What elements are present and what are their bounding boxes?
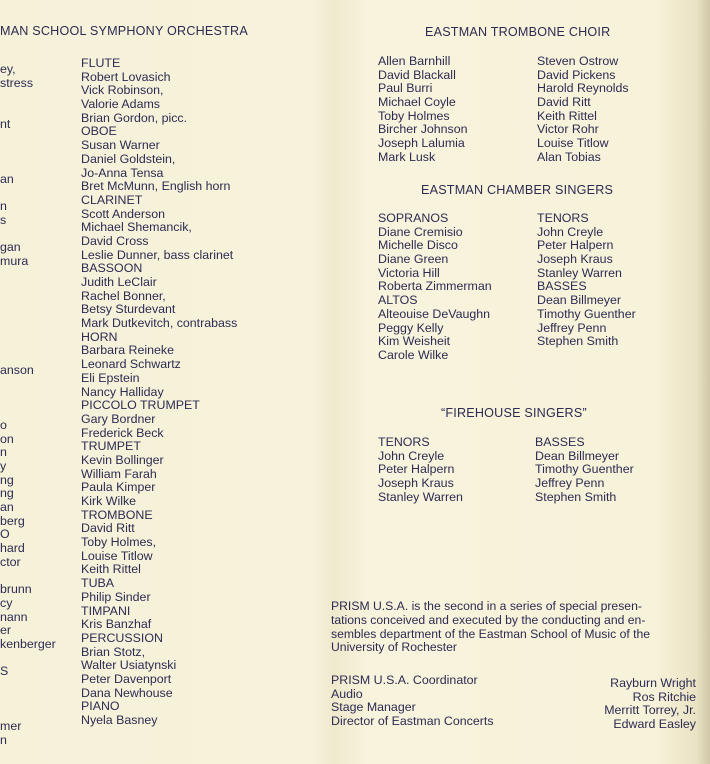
orchestra-entry: CLARINET bbox=[81, 192, 143, 207]
cut-name bbox=[0, 569, 56, 583]
chamber-singer: Timothy Guenther bbox=[537, 306, 636, 321]
orchestra-entry: Leslie Dunner, bass clarinet bbox=[81, 247, 234, 262]
chamber-singer: ALTOS bbox=[378, 293, 418, 308]
orchestra-entry: Barbara Reineke bbox=[81, 343, 174, 358]
cut-name bbox=[0, 706, 56, 720]
cut-name: n bbox=[0, 445, 7, 460]
credits-names bbox=[604, 677, 696, 732]
cut-name: ng bbox=[0, 486, 14, 501]
cut-name bbox=[0, 186, 56, 200]
orchestra-sections-column bbox=[81, 57, 237, 728]
cut-name bbox=[0, 323, 56, 337]
orchestra-entry: Walter Usiatynski bbox=[81, 658, 177, 673]
chamber-singer: Carole Wilke bbox=[378, 347, 449, 362]
orchestra-entry: PICCOLO TRUMPET bbox=[81, 398, 200, 413]
cut-name bbox=[0, 227, 56, 241]
firehouse-singers-col1 bbox=[378, 436, 463, 504]
cut-name: on bbox=[0, 431, 14, 446]
trombone-member: Steven Ostrow bbox=[537, 54, 619, 68]
cut-name: O bbox=[0, 527, 10, 542]
orchestra-entry: HORN bbox=[81, 329, 118, 344]
cut-name bbox=[0, 159, 56, 173]
cut-names-column bbox=[0, 63, 56, 747]
chamber-singer: Roberta Zimmerman bbox=[378, 279, 492, 294]
orchestra-entry: Leonard Schwartz bbox=[81, 357, 181, 372]
cut-name: S bbox=[0, 664, 9, 679]
trombone-member: Victor Rohr bbox=[537, 122, 599, 137]
trombone-choir-title: EASTMAN TROMBONE CHOIR bbox=[425, 25, 611, 39]
trombone-member: Paul Burri bbox=[378, 81, 433, 96]
credit-name: Merritt Torrey, Jr. bbox=[604, 703, 696, 718]
cut-name: mura bbox=[0, 253, 29, 268]
cut-name bbox=[0, 350, 56, 364]
trombone-member: Mark Lusk bbox=[378, 149, 436, 164]
orchestra-entry: Judith LeClair bbox=[81, 275, 157, 289]
chamber-singer: Peggy Kelly bbox=[378, 320, 444, 335]
orchestra-entry: Philip Sinder bbox=[81, 589, 151, 604]
cut-name: kenberger bbox=[0, 636, 56, 651]
prism-line: tations conceived and executed by the conducting and en- bbox=[331, 612, 646, 627]
cut-name bbox=[0, 296, 56, 310]
orchestra-entry: Nyela Basney bbox=[81, 713, 158, 727]
orchestra-entry: Keith Rittel bbox=[81, 562, 141, 577]
chamber-singer: BASSES bbox=[537, 279, 587, 294]
orchestra-entry: Scott Anderson bbox=[81, 206, 166, 221]
orchestra-entry: Rachel Bonner, bbox=[81, 288, 166, 303]
orchestra-entry: Gary Bordner bbox=[81, 411, 156, 426]
orchestra-entry: Jo-Anna Tensa bbox=[81, 165, 164, 180]
orchestra-entry: Dana Newhouse bbox=[81, 685, 173, 700]
orchestra-entry: Mark Dutkevitch, contrabass bbox=[81, 316, 238, 331]
chamber-singer: TENORS bbox=[537, 211, 589, 225]
firehouse-singer: BASSES bbox=[535, 435, 585, 449]
orchestra-entry: TRUMPET bbox=[81, 439, 141, 454]
firehouse-singer: Stephen Smith bbox=[535, 489, 617, 504]
orchestra-entry: Daniel Goldstein, bbox=[81, 151, 176, 166]
orchestra-title: MAN SCHOOL SYMPHONY ORCHESTRA bbox=[0, 24, 248, 38]
orchestra-entry: Kris Banzhaf bbox=[81, 617, 152, 632]
cut-name: gan bbox=[0, 239, 21, 254]
cut-name: y bbox=[0, 458, 7, 473]
chamber-singer: Kim Weisheit bbox=[378, 334, 451, 349]
firehouse-singer: Peter Halpern bbox=[378, 462, 455, 477]
orchestra-entry: Valorie Adams bbox=[81, 97, 160, 112]
firehouse-singer: Stanley Warren bbox=[378, 489, 463, 504]
credits-roles bbox=[331, 674, 494, 729]
trombone-member: Bircher Johnson bbox=[378, 122, 468, 137]
orchestra-entry: Paula Kimper bbox=[81, 480, 156, 495]
orchestra-entry: Michael Shemancik, bbox=[81, 220, 192, 235]
trombone-choir-col1 bbox=[378, 55, 468, 165]
prism-line: University of Rochester bbox=[331, 640, 457, 655]
chamber-singer: Peter Halpern bbox=[537, 238, 614, 253]
cut-name bbox=[0, 268, 56, 282]
trombone-member: Toby Holmes bbox=[378, 108, 450, 123]
orchestra-entry: Toby Holmes, bbox=[81, 535, 157, 550]
orchestra-entry: Susan Warner bbox=[81, 138, 160, 153]
chamber-singer: Michelle Disco bbox=[378, 238, 458, 253]
firehouse-singer: Joseph Kraus bbox=[378, 476, 454, 491]
chamber-singer: Stanley Warren bbox=[537, 265, 622, 280]
orchestra-entry: Louise Titlow bbox=[81, 548, 153, 563]
cut-name bbox=[0, 392, 56, 406]
prism-description bbox=[331, 600, 697, 655]
chamber-singer: Diane Cremisio bbox=[378, 224, 463, 239]
cut-name: nann bbox=[0, 609, 28, 624]
orchestra-entry: Eli Epstein bbox=[81, 370, 140, 385]
trombone-member: Harold Reynolds bbox=[537, 81, 629, 96]
orchestra-entry: Robert Lovasich bbox=[81, 69, 171, 84]
orchestra-entry: Peter Davenport bbox=[81, 671, 172, 686]
trombone-member: David Blackall bbox=[378, 67, 456, 82]
orchestra-entry: TROMBONE bbox=[81, 507, 153, 522]
cut-name bbox=[0, 282, 56, 296]
cut-name: er bbox=[0, 623, 12, 638]
orchestra-entry: Bret McMunn, English horn bbox=[81, 179, 231, 194]
orchestra-entry: Kirk Wilke bbox=[81, 494, 137, 508]
trombone-member: David Ritt bbox=[537, 95, 591, 110]
orchestra-entry: David Cross bbox=[81, 233, 149, 248]
cut-name: ng bbox=[0, 472, 14, 487]
chamber-singer: Alteouise DeVaughn bbox=[378, 306, 491, 321]
orchestra-entry: David Ritt bbox=[81, 521, 135, 536]
orchestra-entry: TIMPANI bbox=[81, 603, 131, 618]
cut-name bbox=[0, 90, 56, 104]
orchestra-entry: Betsy Sturdevant bbox=[81, 302, 176, 317]
cut-name: berg bbox=[0, 513, 25, 528]
firehouse-singers-col2 bbox=[535, 436, 634, 504]
chamber-singers-title: EASTMAN CHAMBER SINGERS bbox=[421, 183, 614, 197]
cut-name bbox=[0, 145, 56, 159]
cut-name: an bbox=[0, 171, 14, 186]
cut-name bbox=[0, 378, 56, 392]
cut-name bbox=[0, 309, 56, 323]
credit-name: Rayburn Wright bbox=[610, 676, 696, 690]
firehouse-singer: Dean Billmeyer bbox=[535, 448, 620, 463]
orchestra-entry: William Farah bbox=[81, 466, 157, 481]
firehouse-singer: John Creyle bbox=[378, 448, 445, 463]
chamber-singer: John Creyle bbox=[537, 224, 604, 239]
firehouse-singer: TENORS bbox=[378, 435, 430, 449]
credit-name: Edward Easley bbox=[613, 717, 696, 732]
trombone-member: Keith Rittel bbox=[537, 108, 597, 123]
credit-role: PRISM U.S.A. Coordinator bbox=[331, 673, 478, 687]
trombone-member: Michael Coyle bbox=[378, 95, 456, 110]
trombone-member: Joseph Lalumia bbox=[378, 136, 465, 151]
chamber-singers-col2 bbox=[537, 212, 636, 349]
prism-line: sembles department of the Eastman School of Music of the bbox=[331, 626, 651, 641]
chamber-singer: Diane Green bbox=[378, 252, 449, 267]
orchestra-entry: TUBA bbox=[81, 576, 115, 591]
credit-name: Ros Ritchie bbox=[632, 689, 696, 704]
firehouse-singers-title: “FIREHOUSE SINGERS” bbox=[441, 406, 587, 420]
cut-name: mer bbox=[0, 719, 22, 733]
trombone-member: Louise Titlow bbox=[537, 136, 609, 151]
credit-role: Audio bbox=[331, 686, 363, 701]
cut-name bbox=[0, 679, 56, 693]
orchestra-entry: PERCUSSION bbox=[81, 630, 163, 645]
chamber-singer: Victoria Hill bbox=[378, 265, 440, 280]
cut-name bbox=[0, 405, 56, 419]
cut-name bbox=[0, 337, 56, 351]
cut-name: anson bbox=[0, 363, 34, 378]
firehouse-singer: Timothy Guenther bbox=[535, 462, 634, 477]
page-edge-shadow bbox=[696, 0, 710, 764]
chamber-singers-col1 bbox=[378, 212, 492, 363]
cut-name: ctor bbox=[0, 554, 21, 569]
orchestra-entry: OBOE bbox=[81, 124, 117, 139]
orchestra-entry: Brian Stotz, bbox=[81, 644, 146, 659]
cut-name: hard bbox=[0, 541, 25, 556]
orchestra-entry: Vick Robinson, bbox=[81, 83, 164, 98]
trombone-member: David Pickens bbox=[537, 67, 616, 82]
cut-name: s bbox=[0, 212, 7, 227]
cut-name: cy bbox=[0, 595, 13, 610]
cut-name: nt bbox=[0, 116, 11, 131]
orchestra-entry: Frederick Beck bbox=[81, 425, 164, 440]
orchestra-entry: Kevin Bollinger bbox=[81, 452, 164, 467]
firehouse-singer: Jeffrey Penn bbox=[535, 476, 605, 491]
credit-role: Stage Manager bbox=[331, 700, 416, 715]
prism-line: PRISM U.S.A. is the second in a series of special presen- bbox=[331, 599, 642, 613]
orchestra-entry: Nancy Halliday bbox=[81, 384, 164, 399]
cut-name: an bbox=[0, 500, 14, 514]
trombone-member: Alan Tobias bbox=[537, 149, 601, 164]
trombone-member: Allen Barnhill bbox=[378, 54, 451, 68]
cut-name bbox=[0, 652, 56, 666]
credit-role: Director of Eastman Concerts bbox=[331, 714, 494, 729]
trombone-choir-col2 bbox=[537, 55, 629, 165]
orchestra-entry: BASSOON bbox=[81, 261, 143, 276]
cut-name: n bbox=[0, 198, 7, 213]
orchestra-entry: PIANO bbox=[81, 699, 120, 714]
chamber-singer: Stephen Smith bbox=[537, 334, 619, 349]
cut-name: stress bbox=[0, 75, 34, 90]
chamber-singer: SOPRANOS bbox=[378, 211, 449, 225]
cut-name bbox=[0, 104, 56, 118]
cut-name: brunn bbox=[0, 582, 32, 597]
orchestra-entry: Brian Gordon, picc. bbox=[81, 110, 188, 125]
chamber-singer: Dean Billmeyer bbox=[537, 293, 622, 308]
chamber-singer: Jeffrey Penn bbox=[537, 320, 607, 335]
cut-name: o bbox=[0, 417, 7, 432]
chamber-singer: Joseph Kraus bbox=[537, 252, 613, 267]
cut-name bbox=[0, 131, 56, 145]
orchestra-entry: FLUTE bbox=[81, 56, 121, 70]
cut-name: ey, bbox=[0, 62, 16, 76]
cut-name: n bbox=[0, 732, 7, 747]
cut-name bbox=[0, 693, 56, 707]
